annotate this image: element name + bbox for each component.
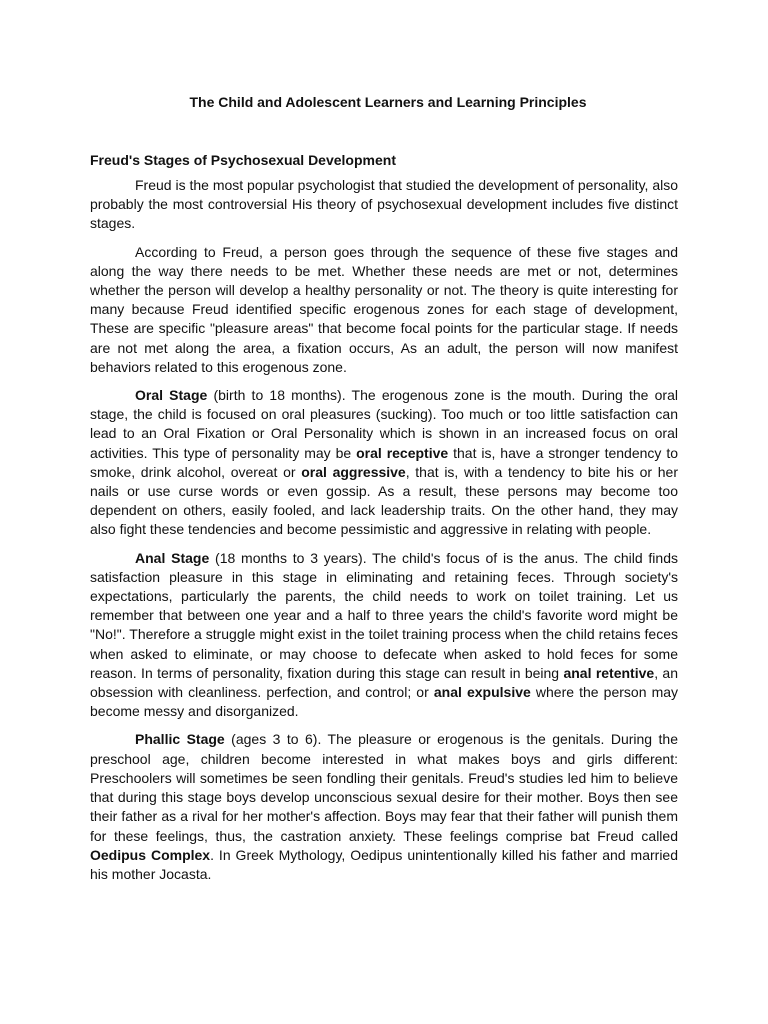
- intro-paragraph: Freud is the most popular psychologist that studied the development of personality, also probably the most controversial His theory of psychosexual development includes five distinct stages.: [90, 177, 678, 232]
- oral-stage-text-3: , that is, with a tendency to bite his or her nails or use curse words or even gossip. As a result, these persons may become too dependent on others, easily fooled, and lack leadership traits. On the other hand, they may also fight these tendencies and become pessimistic and aggressive in relating with people.: [90, 463, 678, 538]
- anal-stage-text-1: (18 months to 3 years). The child's focus of is the anus. The child finds satisfaction pleasure in this stage in eliminating and retaining feces. Through society's expectations, particularly the parents, the child needs to work on toilet training. Let us remember that between one year and a half to three years the child's favorite word might be "No!". Therefore a struggle might exist in the toilet training process when the child retains feces when asked to eliminate, or may choose to defecate when asked to hold feces for some reason. In terms of personality, fixation during this stage can result in being: [90, 549, 678, 681]
- document-title: The Child and Adolescent Learners and Learning Principles: [189, 94, 587, 110]
- anal-stage-text-2: , an obsession with cleanliness. perfection, and control; or: [90, 664, 679, 701]
- oedipus-complex-term: Oedipus Complex: [90, 846, 211, 863]
- phallic-stage-text-2: . In Greek Mythology, Oedipus unintentionally killed his father and married his mother Jocasta.: [90, 846, 679, 882]
- oral-stage-text-1: (birth to 18 months). The erogenous zone is the mouth. During the oral stage, the child is focused on oral pleasures (sucking). Too much or too little satisfaction can lead to an Oral Fixation or Oral Personality which is shown in an increased focus on oral activities. This type of personality may be: [90, 387, 678, 461]
- sequence-paragraph: According to Freud, a person goes through the sequence of these five stages and along the way there needs to be met. Whether these needs are met or not, determines whether the person will develop a healthy personality or not. The theory is quite interesting for many because Freud identified specific erogenous zones for each stage of development, These are specific "pleasure areas" that become focal points for the particular stage. If needs are not met along the area, a fixation occurs, As an adult, the person will now manifest behaviors related to this erogenous zone.: [90, 243, 678, 375]
- document-page: [90, 92, 678, 893]
- oral-stage-paragraph: [90, 386, 678, 540]
- phallic-stage-term: Phallic Stage: [135, 731, 225, 748]
- anal-stage-text-3: where the person may become messy and disorganized.: [90, 684, 679, 720]
- oral-stage-term: Oral Stage: [135, 387, 208, 404]
- anal-expulsive-term: anal expulsive: [433, 684, 531, 701]
- anal-stage-paragraph: [90, 549, 678, 722]
- section-title: Freud's Stages of Psychosexual Development: [90, 152, 396, 168]
- oral-aggressive-term: oral aggressive: [301, 463, 406, 480]
- anal-stage-term: Anal Stage: [135, 549, 210, 566]
- oral-stage-text-2: that is, have a stronger tendency to smoke, drink alcohol, overeat or: [90, 444, 678, 480]
- phallic-stage-paragraph: [90, 730, 678, 884]
- oral-receptive-term: oral receptive: [356, 444, 449, 461]
- phallic-stage-text-1: (ages 3 to 6). The pleasure or erogenous is the genitals. During the preschool age, children become interested in what makes boys and girls different: Preschoolers will sometimes be seen fondling their genitals. Freud's studies led him to believe that during this stage boys develop unconscious sexual desire for their mother. Boys then see their father as a rival for her mother's affection. Boys may fear that their father will punish them for these feelings, thus, the castration anxiety. These feelings comprise bat Freud called: [90, 731, 678, 844]
- anal-retentive-term: anal retentive: [563, 664, 655, 681]
